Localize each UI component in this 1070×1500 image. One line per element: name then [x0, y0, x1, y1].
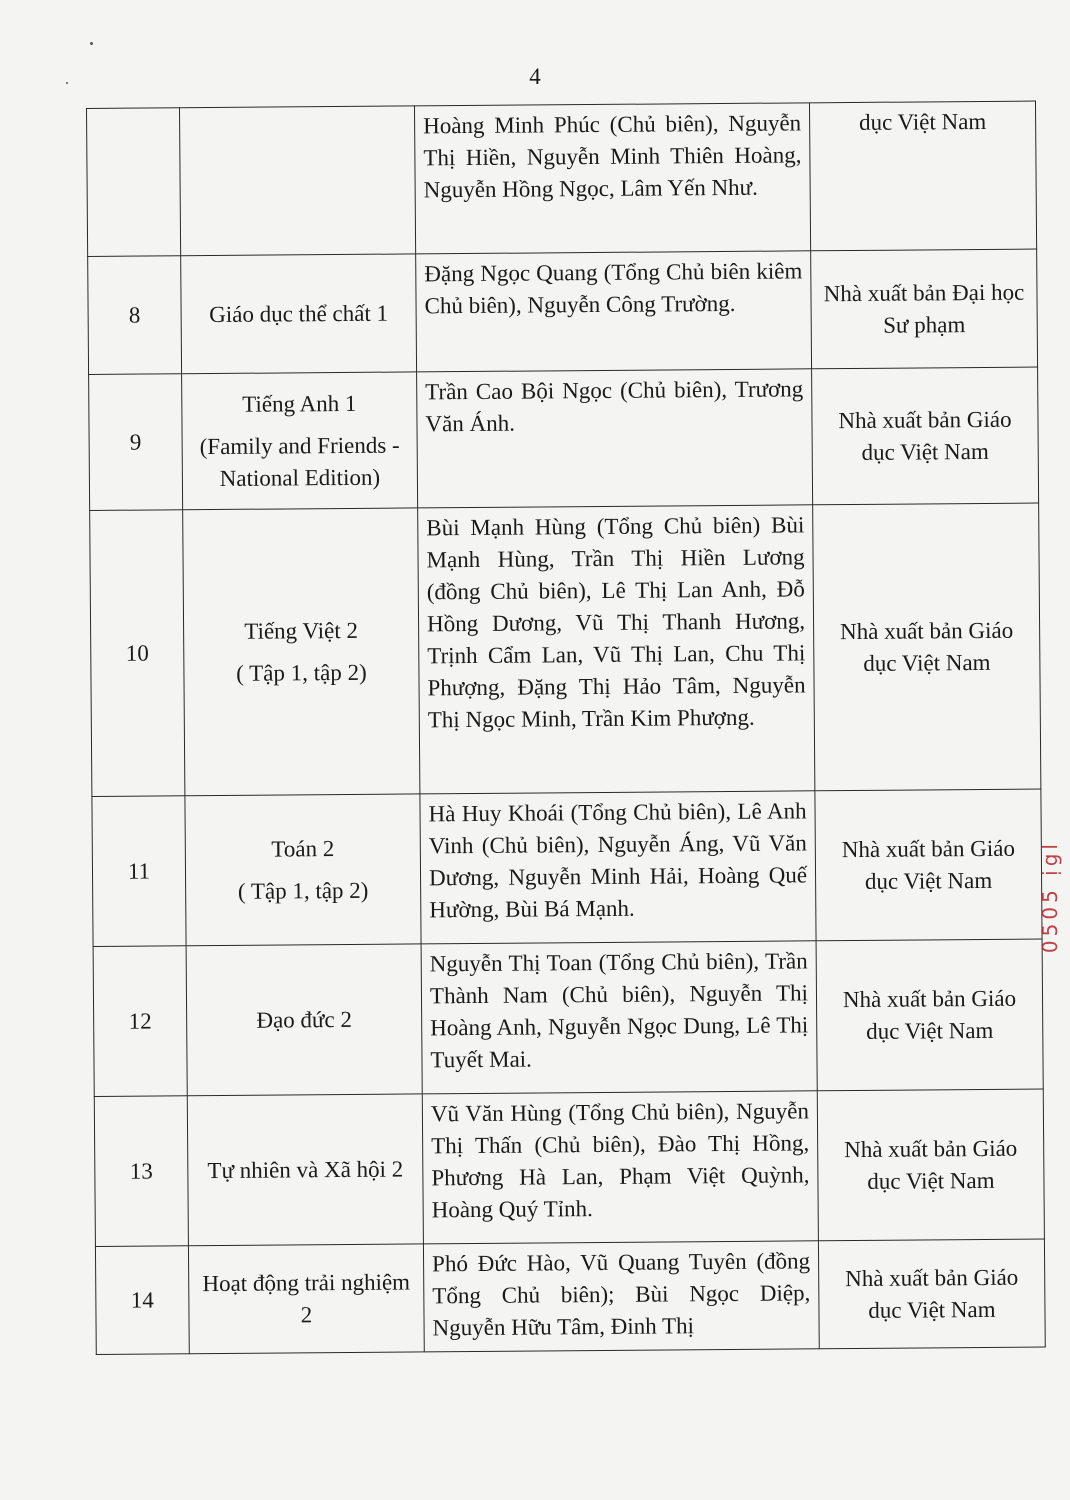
textbook-name-line: Đạo đức 2 [256, 1006, 353, 1033]
table-row [95, 1239, 1045, 1354]
publisher-cell: Nhà xuất bản Giáo dục Việt Nam [815, 789, 1042, 941]
textbook-name-line: Hoạt động trải nghiệm 2 [202, 1268, 411, 1327]
table-row [92, 789, 1042, 946]
authors-cell: Bùi Mạnh Hùng (Tổng Chủ biên) Bùi Mạnh Hùng, Trần Thị Hiền Lương (đồng Chủ biên), Lê Thị Lan Anh, Đỗ Hồng Dương, Vũ Thị Thanh Hương, Trịnh Cẩm Lan, Vũ Thị Lan, Chu Thị Phượng, Đặng Thị Hảo Tâm, Nguyễn Thị Ngọc Minh, Trần Kim Phượng. [418, 505, 815, 794]
textbook-name [187, 1094, 423, 1246]
textbook-table [86, 101, 1046, 1355]
textbook-name-line: Tiếng Anh 1 [242, 390, 357, 417]
textbook-name-line: Giáo dục thể chất 1 [209, 300, 389, 327]
margin-stamp: 0505 ịgl [1038, 840, 1062, 954]
textbook-name-line: Tiếng Việt 2 [244, 617, 359, 644]
row-number: 11 [92, 796, 186, 947]
publisher-cell: Nhà xuất bản Giáo dục Việt Nam [817, 1089, 1044, 1241]
row-number [87, 108, 181, 257]
authors-cell: Phó Đức Hào, Vũ Quang Tuyên (đồng Tổng Chủ biên); Bùi Ngọc Diệp, Nguyễn Hữu Tâm, Đinh Thị [423, 1241, 819, 1352]
publisher-cell: Nhà xuất bản Đại học Sư phạm [811, 249, 1038, 369]
publisher-cell: Nhà xuất bản Giáo dục Việt Nam [812, 367, 1039, 505]
textbook-name-line: Tự nhiên và Xã hội 2 [207, 1156, 404, 1183]
authors-cell: Hà Huy Khoái (Tổng Chủ biên), Lê Anh Vinh (Chủ biên), Nguyễn Áng, Vũ Văn Dương, Nguyễn Minh Hải, Hoàng Quế Hường, Bùi Bá Mạnh. [420, 791, 816, 944]
textbook-name [182, 372, 418, 510]
textbook-name [180, 106, 416, 256]
publisher-cell: Nhà xuất bản Giáo dục Việt Nam [813, 503, 1041, 791]
table-row [89, 367, 1039, 510]
textbook-name [183, 508, 420, 796]
textbook-name [186, 944, 422, 1096]
table-row [87, 101, 1037, 256]
textbook-name-line: (Family and Friends - National Edition) [199, 432, 400, 491]
row-number: 14 [95, 1246, 189, 1355]
textbook-name-line: ( Tập 1, tập 2) [237, 877, 369, 904]
authors-cell: Nguyễn Thị Toan (Tổng Chủ biên), Trần Thành Nam (Chủ biên), Nguyễn Thị Hoàng Anh, Nguyễn Ngọc Dung, Lê Thị Tuyết Mai. [421, 941, 817, 1094]
scan-speck [66, 82, 68, 84]
publisher-cell: Nhà xuất bản Giáo dục Việt Nam [816, 939, 1043, 1091]
authors-cell: Vũ Văn Hùng (Tổng Chủ biên), Nguyễn Thị Thấn (Chủ biên), Đào Thị Hồng, Phương Hà Lan, Phạm Việt Quỳnh, Hoàng Quý Tỉnh. [422, 1091, 818, 1244]
table-row [94, 1089, 1044, 1246]
page-number: 4 [529, 64, 541, 89]
textbook-name [185, 794, 421, 946]
row-number: 13 [94, 1096, 188, 1247]
scan-speck [90, 42, 93, 45]
table-row [90, 503, 1041, 796]
authors-cell: Trần Cao Bội Ngọc (Chủ biên), Trương Văn Ánh. [417, 369, 813, 508]
textbook-name [188, 1244, 424, 1354]
table-body [87, 101, 1046, 1354]
textbook-name-line: Toán 2 [271, 835, 335, 862]
textbook-name [181, 254, 417, 374]
row-number: 10 [90, 510, 185, 797]
row-number: 9 [89, 374, 183, 511]
table-row [93, 939, 1043, 1096]
authors-cell: Hoàng Minh Phúc (Chủ biên), Nguyễn Thị Hiền, Nguyễn Minh Thiên Hoàng, Nguyễn Hồng Ngọc, Lâm Yến Như. [414, 103, 810, 254]
textbook-name-line: ( Tập 1, tập 2) [236, 659, 367, 686]
publisher-cell: Nhà xuất bản Giáo dục Việt Nam [818, 1239, 1045, 1349]
authors-cell: Đặng Ngọc Quang (Tổng Chủ biên kiêm Chủ biên), Nguyễn Công Trường. [416, 251, 812, 372]
table-row [88, 249, 1038, 374]
row-number: 8 [88, 256, 182, 375]
row-number: 12 [93, 946, 187, 1097]
publisher-cell: dục Việt Nam [809, 101, 1036, 251]
